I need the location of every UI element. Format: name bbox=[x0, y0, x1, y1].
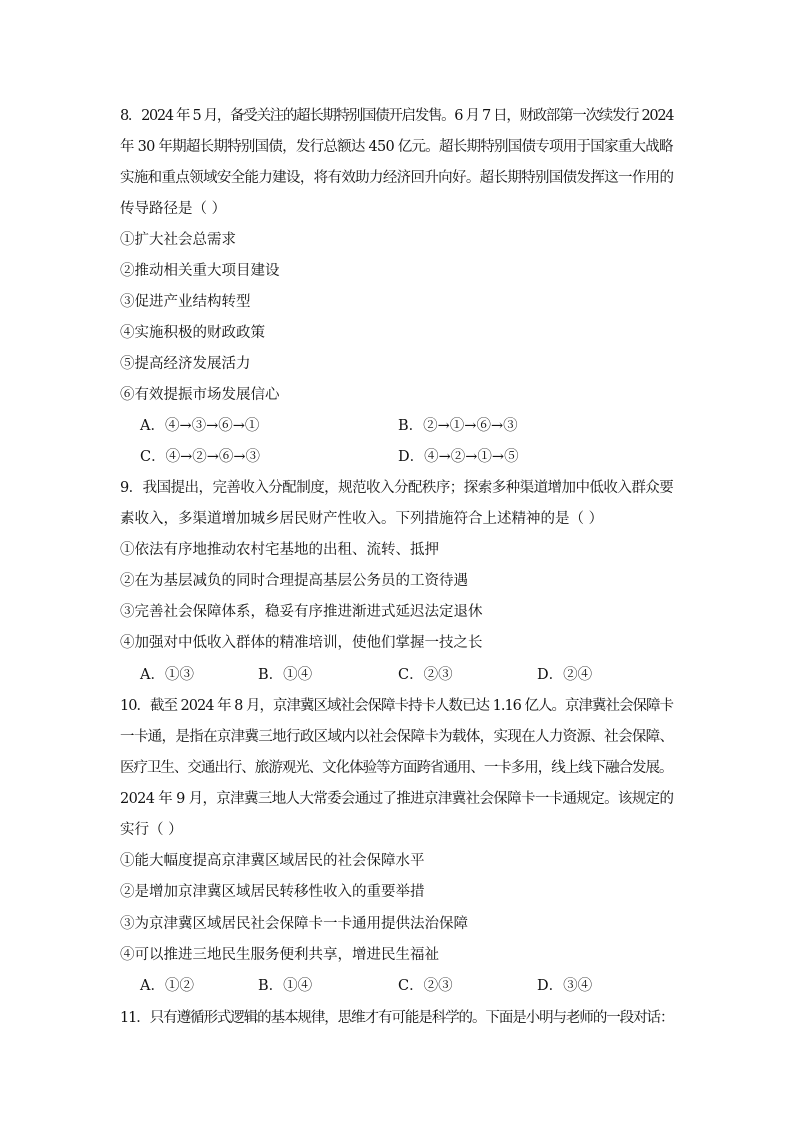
q10-stem-line-2: 一卡通，是指在京津冀三地行政区域内以社会保障卡为载体，实现在人力资源、社会保障、 bbox=[120, 729, 674, 745]
q8-option-a[interactable]: A．④→③→⑥→① bbox=[140, 418, 260, 434]
q8-item-1: ①扩大社会总需求 bbox=[120, 232, 236, 248]
q11-stem-line-1: 11．只有遵循形式逻辑的基本规律，思维才有可能是科学的。下面是小明与老师的一段对话： bbox=[120, 1010, 674, 1026]
q10-stem-line-3: 医疗卫生、交通出行、旅游观光、文化体验等方面跨省通用、一卡多用，线上线下融合发展。 bbox=[120, 760, 673, 776]
q10-item-2: ②是增加京津冀区域居民转移性收入的重要举措 bbox=[120, 884, 425, 900]
q8-option-b[interactable]: B．②→①→⑥→③ bbox=[398, 418, 518, 434]
q8-option-d[interactable]: D．④→②→①→⑤ bbox=[398, 449, 519, 465]
q10-item-4: ④可以推进三地民生服务便利共享，增进民生福祉 bbox=[120, 947, 439, 963]
q8-stem-line-3: 实施和重点领域安全能力建设，将有效助力经济回升向好。超长期特别国债发挥这一作用的 bbox=[120, 170, 674, 186]
q10-option-c[interactable]: C．②③ bbox=[398, 978, 453, 994]
q9-item-4: ④加强对中低收入群体的精准培训，使他们掌握一技之长 bbox=[120, 635, 483, 651]
q10-option-b[interactable]: B．①④ bbox=[258, 978, 313, 994]
q8-item-5: ⑤提高经济发展活力 bbox=[120, 356, 251, 372]
q10-stem-line-4: 2024 年 9 月，京津冀三地人大常委会通过了推进京津冀社会保障卡一卡通规定。该规定的 bbox=[120, 791, 674, 807]
q10-item-1: ①能大幅度提高京津冀区域居民的社会保障水平 bbox=[120, 853, 425, 869]
q8-stem-line-4: 传导路径是（ ） bbox=[120, 201, 227, 217]
q9-option-a[interactable]: A．①③ bbox=[140, 667, 194, 683]
q9-stem-line-1: 9．我国提出，完善收入分配制度，规范收入分配秩序；探索多种渠道增加中低收入群众要 bbox=[120, 480, 674, 496]
q10-stem-line-1: 10．截至 2024 年 8 月，京津冀区域社会保障卡持卡人数已达 1.16 亿人。京津冀社会保障卡 bbox=[120, 698, 674, 714]
q10-option-d[interactable]: D．③④ bbox=[537, 978, 593, 994]
q10-option-a[interactable]: A．①② bbox=[140, 978, 194, 994]
q9-item-3: ③完善社会保障体系，稳妥有序推进渐进式延迟法定退休 bbox=[120, 604, 483, 620]
q8-stem-line-2: 年 30 年期超长期特别国债，发行总额达 450 亿元。超长期特别国债专项用于国家重大战略 bbox=[120, 139, 673, 155]
q8-item-6: ⑥有效提振市场发展信心 bbox=[120, 387, 280, 403]
q10-item-3: ③为京津冀区域居民社会保障卡一卡通用提供法治保障 bbox=[120, 916, 468, 932]
q8-stem-line-1: 8．2024 年 5 月，备受关注的超长期特别国债开启发售。6 月 7 日，财政部第一次续发行 2024 bbox=[120, 108, 674, 124]
q9-stem-line-2: 素收入，多渠道增加城乡居民财产性收入。下列措施符合上述精神的是（ ） bbox=[120, 511, 604, 527]
q9-item-1: ①依法有序地推动农村宅基地的出租、流转、抵押 bbox=[120, 542, 439, 558]
q8-option-c[interactable]: C．④→②→⑥→③ bbox=[140, 449, 261, 465]
q10-stem-line-5: 实行（ ） bbox=[120, 822, 183, 838]
q9-option-d[interactable]: D．②④ bbox=[537, 667, 593, 683]
q8-item-4: ④实施积极的财政政策 bbox=[120, 325, 265, 341]
q8-item-2: ②推动相关重大项目建设 bbox=[120, 263, 280, 279]
q8-item-3: ③促进产业结构转型 bbox=[120, 294, 251, 310]
q9-item-2: ②在为基层减负的同时合理提高基层公务员的工资待遇 bbox=[120, 573, 468, 589]
q9-option-c[interactable]: C．②③ bbox=[398, 667, 453, 683]
q9-option-b[interactable]: B．①④ bbox=[258, 667, 313, 683]
